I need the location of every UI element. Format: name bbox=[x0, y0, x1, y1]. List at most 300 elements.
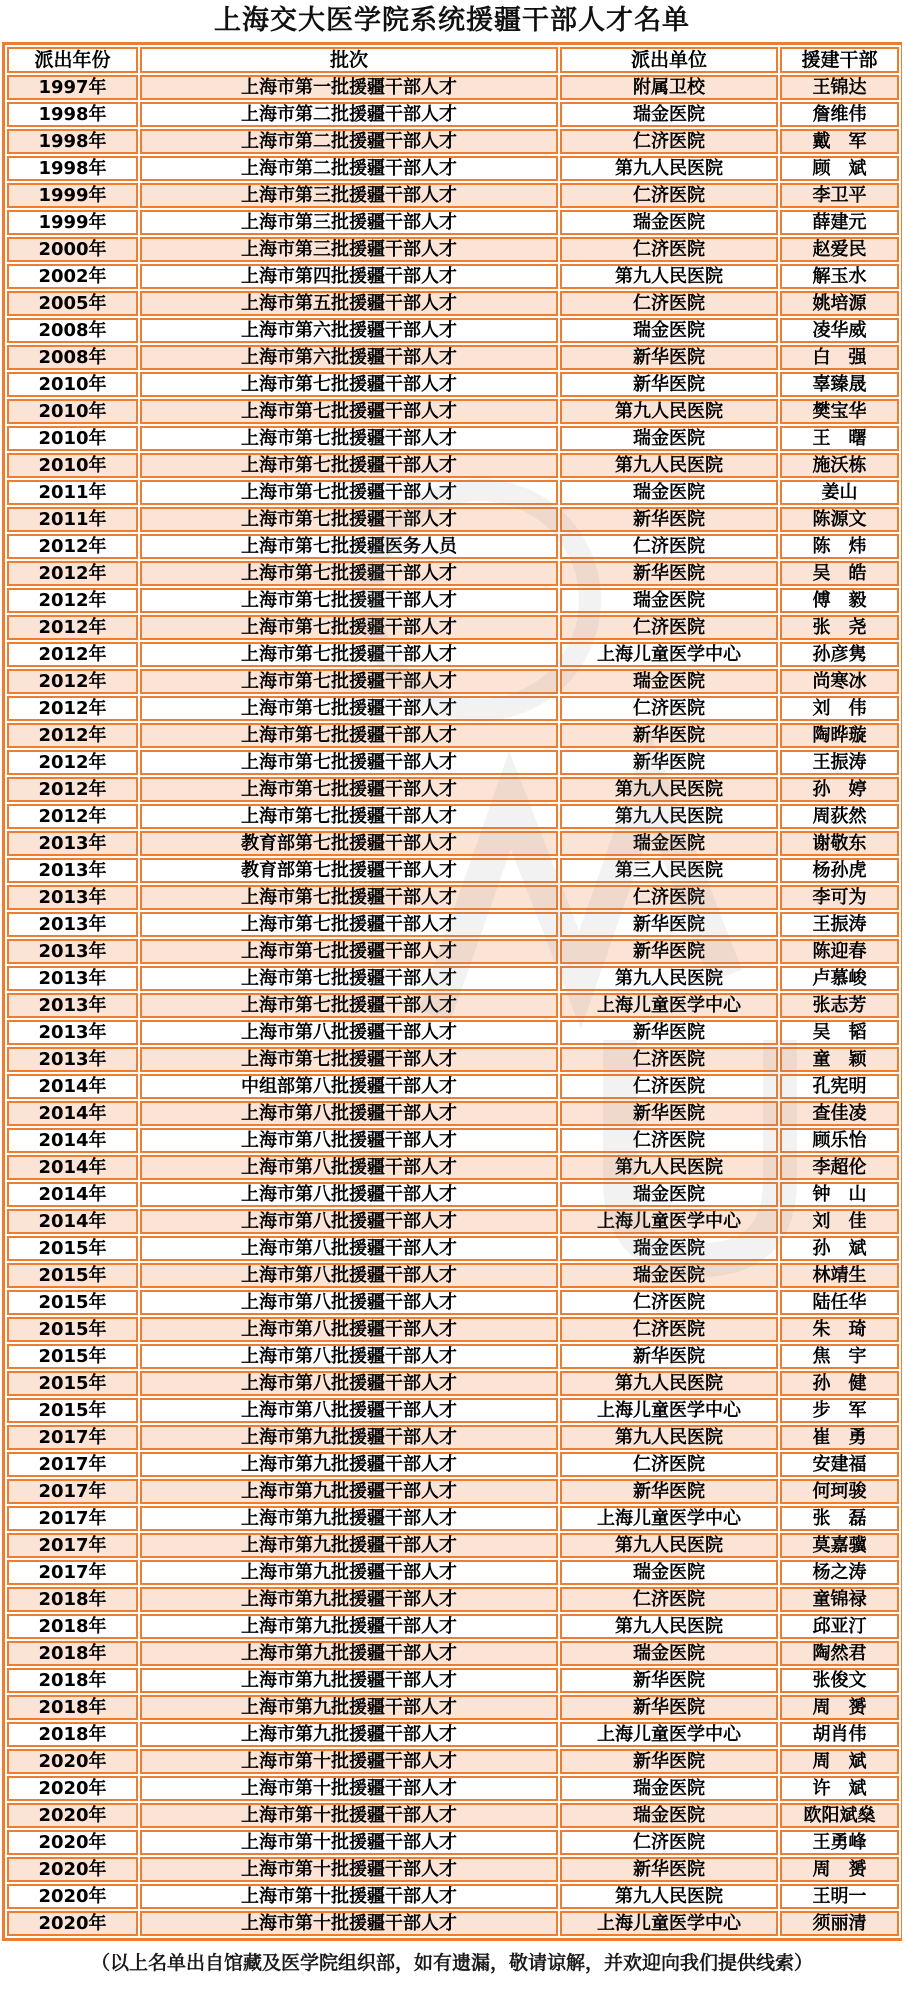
table-row bbox=[7, 831, 899, 856]
cell-cadre: 杨孙虎 bbox=[780, 858, 899, 883]
cell-unit: 仁济医院 bbox=[560, 1290, 778, 1315]
column-header: 批次 bbox=[140, 47, 558, 73]
cell-unit: 上海儿童医学中心 bbox=[560, 1209, 778, 1234]
cell-cadre: 卢慕峻 bbox=[780, 966, 899, 991]
cell-year: 2012年 bbox=[7, 561, 138, 586]
cell-batch: 上海市第一批援疆干部人才 bbox=[140, 75, 558, 100]
cell-batch: 上海市第三批援疆干部人才 bbox=[140, 183, 558, 208]
cell-year: 2005年 bbox=[7, 291, 138, 316]
cell-year: 2013年 bbox=[7, 912, 138, 937]
cell-unit: 新华医院 bbox=[560, 1020, 778, 1045]
cell-cadre: 刘 伟 bbox=[780, 696, 899, 721]
table-row bbox=[7, 1452, 899, 1477]
cell-cadre: 傅 毅 bbox=[780, 588, 899, 613]
cell-unit: 第九人民医院 bbox=[560, 1425, 778, 1450]
cell-batch: 上海市第八批援疆干部人才 bbox=[140, 1398, 558, 1423]
cell-year: 2014年 bbox=[7, 1128, 138, 1153]
cell-cadre: 莫嘉骥 bbox=[780, 1533, 899, 1558]
cell-batch: 上海市第九批援疆干部人才 bbox=[140, 1452, 558, 1477]
cell-cadre: 陶然君 bbox=[780, 1641, 899, 1666]
cell-batch: 上海市第九批援疆干部人才 bbox=[140, 1668, 558, 1693]
cell-unit: 瑞金医院 bbox=[560, 1236, 778, 1261]
cell-year: 1998年 bbox=[7, 102, 138, 127]
cell-batch: 上海市第八批援疆干部人才 bbox=[140, 1263, 558, 1288]
cell-cadre: 林靖生 bbox=[780, 1263, 899, 1288]
cell-unit: 新华医院 bbox=[560, 723, 778, 748]
cell-year: 2002年 bbox=[7, 264, 138, 289]
cell-cadre: 吴 韬 bbox=[780, 1020, 899, 1045]
cell-cadre: 孙 健 bbox=[780, 1371, 899, 1396]
footer-note: （以上名单出自馆藏及医学院组织部，如有遗漏，敬请谅解，并欢迎向我们提供线索） bbox=[90, 1952, 813, 1974]
cell-year: 1999年 bbox=[7, 183, 138, 208]
table-row bbox=[7, 264, 899, 289]
roster-table bbox=[5, 45, 901, 1938]
cell-batch: 上海市第七批援疆干部人才 bbox=[140, 777, 558, 802]
cell-cadre: 詹维伟 bbox=[780, 102, 899, 127]
cell-unit: 新华医院 bbox=[560, 1668, 778, 1693]
table-row bbox=[7, 1236, 899, 1261]
cell-unit: 第九人民医院 bbox=[560, 1884, 778, 1909]
cell-batch: 上海市第八批援疆干部人才 bbox=[140, 1290, 558, 1315]
cell-unit: 新华医院 bbox=[560, 507, 778, 532]
cell-year: 2012年 bbox=[7, 669, 138, 694]
cell-cadre: 张 磊 bbox=[780, 1506, 899, 1531]
table-row bbox=[7, 912, 899, 937]
cell-batch: 上海市第七批援疆干部人才 bbox=[140, 480, 558, 505]
cell-batch: 上海市第二批援疆干部人才 bbox=[140, 156, 558, 181]
cell-batch: 上海市第八批援疆干部人才 bbox=[140, 1317, 558, 1342]
cell-batch: 上海市第十批援疆干部人才 bbox=[140, 1776, 558, 1801]
cell-batch: 上海市第七批援疆干部人才 bbox=[140, 723, 558, 748]
cell-year: 2020年 bbox=[7, 1803, 138, 1828]
cell-batch: 上海市第五批援疆干部人才 bbox=[140, 291, 558, 316]
table-row bbox=[7, 966, 899, 991]
cell-cadre: 钟 山 bbox=[780, 1182, 899, 1207]
table-row bbox=[7, 561, 899, 586]
table-row bbox=[7, 1344, 899, 1369]
cell-cadre: 焦 宇 bbox=[780, 1344, 899, 1369]
table-row bbox=[7, 1425, 899, 1450]
cell-unit: 仁济医院 bbox=[560, 696, 778, 721]
cell-batch: 上海市第四批援疆干部人才 bbox=[140, 264, 558, 289]
cell-unit: 新华医院 bbox=[560, 1479, 778, 1504]
cell-batch: 上海市第七批援疆干部人才 bbox=[140, 399, 558, 424]
table-row bbox=[7, 345, 899, 370]
cell-year: 2010年 bbox=[7, 372, 138, 397]
table-row bbox=[7, 1641, 899, 1666]
table-row bbox=[7, 426, 899, 451]
cell-year: 2013年 bbox=[7, 966, 138, 991]
cell-unit: 第九人民医院 bbox=[560, 399, 778, 424]
cell-cadre: 薛建元 bbox=[780, 210, 899, 235]
cell-batch: 上海市第九批援疆干部人才 bbox=[140, 1641, 558, 1666]
cell-batch: 上海市第十批援疆干部人才 bbox=[140, 1911, 558, 1936]
cell-batch: 上海市第九批援疆干部人才 bbox=[140, 1425, 558, 1450]
cell-unit: 第九人民医院 bbox=[560, 804, 778, 829]
cell-unit: 上海儿童医学中心 bbox=[560, 1398, 778, 1423]
cell-unit: 新华医院 bbox=[560, 912, 778, 937]
cell-batch: 教育部第七批援疆干部人才 bbox=[140, 831, 558, 856]
table-row bbox=[7, 669, 899, 694]
cell-cadre: 童锦禄 bbox=[780, 1587, 899, 1612]
cell-batch: 上海市第七批援疆干部人才 bbox=[140, 507, 558, 532]
cell-unit: 第九人民医院 bbox=[560, 453, 778, 478]
cell-batch: 上海市第七批援疆干部人才 bbox=[140, 669, 558, 694]
cell-year: 2012年 bbox=[7, 642, 138, 667]
cell-cadre: 杨之涛 bbox=[780, 1560, 899, 1585]
cell-cadre: 孔宪明 bbox=[780, 1074, 899, 1099]
cell-year: 2008年 bbox=[7, 318, 138, 343]
table-row bbox=[7, 1587, 899, 1612]
table-row bbox=[7, 1290, 899, 1315]
cell-batch: 上海市第八批援疆干部人才 bbox=[140, 1020, 558, 1045]
cell-year: 2012年 bbox=[7, 615, 138, 640]
cell-cadre: 陈 炜 bbox=[780, 534, 899, 559]
cell-unit: 新华医院 bbox=[560, 1749, 778, 1774]
cell-unit: 第九人民医院 bbox=[560, 1614, 778, 1639]
table-row bbox=[7, 1722, 899, 1747]
cell-unit: 瑞金医院 bbox=[560, 1641, 778, 1666]
cell-year: 2017年 bbox=[7, 1425, 138, 1450]
cell-batch: 中组部第八批援疆干部人才 bbox=[140, 1074, 558, 1099]
cell-batch: 上海市第七批援疆干部人才 bbox=[140, 804, 558, 829]
cell-batch: 上海市第八批援疆干部人才 bbox=[140, 1371, 558, 1396]
cell-cadre: 胡肖伟 bbox=[780, 1722, 899, 1747]
table-body bbox=[7, 75, 899, 1936]
table-row bbox=[7, 696, 899, 721]
table-row bbox=[7, 129, 899, 154]
table-row bbox=[7, 939, 899, 964]
table-row bbox=[7, 1155, 899, 1180]
cell-batch: 上海市第七批援疆干部人才 bbox=[140, 912, 558, 937]
cell-cadre: 王勇峰 bbox=[780, 1830, 899, 1855]
table-row bbox=[7, 210, 899, 235]
column-header: 派出年份 bbox=[7, 47, 138, 73]
cell-year: 2000年 bbox=[7, 237, 138, 262]
cell-batch: 教育部第七批援疆干部人才 bbox=[140, 858, 558, 883]
cell-cadre: 孙 婷 bbox=[780, 777, 899, 802]
table-row bbox=[7, 804, 899, 829]
cell-year: 1999年 bbox=[7, 210, 138, 235]
cell-unit: 附属卫校 bbox=[560, 75, 778, 100]
cell-unit: 瑞金医院 bbox=[560, 480, 778, 505]
cell-cadre: 施沃栋 bbox=[780, 453, 899, 478]
cell-cadre: 步 军 bbox=[780, 1398, 899, 1423]
cell-year: 2018年 bbox=[7, 1641, 138, 1666]
table-row bbox=[7, 453, 899, 478]
table-row bbox=[7, 1506, 899, 1531]
cell-year: 2012年 bbox=[7, 804, 138, 829]
cell-unit: 瑞金医院 bbox=[560, 210, 778, 235]
cell-batch: 上海市第三批援疆干部人才 bbox=[140, 210, 558, 235]
cell-cadre: 孙彦隽 bbox=[780, 642, 899, 667]
cell-year: 2013年 bbox=[7, 858, 138, 883]
cell-unit: 仁济医院 bbox=[560, 183, 778, 208]
cell-unit: 新华医院 bbox=[560, 1857, 778, 1882]
cell-cadre: 周 赟 bbox=[780, 1857, 899, 1882]
table-row bbox=[7, 750, 899, 775]
cell-year: 2017年 bbox=[7, 1506, 138, 1531]
cell-unit: 瑞金医院 bbox=[560, 318, 778, 343]
cell-cadre: 陈源文 bbox=[780, 507, 899, 532]
cell-cadre: 樊宝华 bbox=[780, 399, 899, 424]
cell-unit: 第三人民医院 bbox=[560, 858, 778, 883]
cell-year: 2020年 bbox=[7, 1884, 138, 1909]
table-row bbox=[7, 1101, 899, 1126]
cell-cadre: 吴 皓 bbox=[780, 561, 899, 586]
cell-batch: 上海市第七批援疆干部人才 bbox=[140, 966, 558, 991]
cell-year: 2020年 bbox=[7, 1911, 138, 1936]
table-row bbox=[7, 723, 899, 748]
cell-unit: 新华医院 bbox=[560, 1101, 778, 1126]
cell-unit: 仁济医院 bbox=[560, 1074, 778, 1099]
cell-cadre: 李卫平 bbox=[780, 183, 899, 208]
table-row bbox=[7, 642, 899, 667]
table-row bbox=[7, 534, 899, 559]
cell-unit: 上海儿童医学中心 bbox=[560, 1722, 778, 1747]
cell-batch: 上海市第七批援疆干部人才 bbox=[140, 453, 558, 478]
cell-cadre: 查佳凌 bbox=[780, 1101, 899, 1126]
cell-batch: 上海市第九批援疆干部人才 bbox=[140, 1533, 558, 1558]
roster-table-frame bbox=[2, 42, 902, 1941]
cell-year: 2013年 bbox=[7, 993, 138, 1018]
cell-batch: 上海市第二批援疆干部人才 bbox=[140, 102, 558, 127]
cell-year: 2012年 bbox=[7, 534, 138, 559]
cell-unit: 新华医院 bbox=[560, 1695, 778, 1720]
cell-cadre: 崔 勇 bbox=[780, 1425, 899, 1450]
cell-unit: 瑞金医院 bbox=[560, 1263, 778, 1288]
table-row bbox=[7, 1317, 899, 1342]
table-row bbox=[7, 858, 899, 883]
table-row bbox=[7, 1182, 899, 1207]
cell-batch: 上海市第九批援疆干部人才 bbox=[140, 1560, 558, 1585]
cell-unit: 第九人民医院 bbox=[560, 156, 778, 181]
cell-year: 2018年 bbox=[7, 1695, 138, 1720]
table-row bbox=[7, 1128, 899, 1153]
cell-cadre: 王振涛 bbox=[780, 750, 899, 775]
cell-year: 2010年 bbox=[7, 399, 138, 424]
cell-year: 2017年 bbox=[7, 1533, 138, 1558]
cell-cadre: 赵爱民 bbox=[780, 237, 899, 262]
cell-batch: 上海市第七批援疆干部人才 bbox=[140, 642, 558, 667]
table-row bbox=[7, 1479, 899, 1504]
cell-batch: 上海市第十批援疆干部人才 bbox=[140, 1857, 558, 1882]
cell-batch: 上海市第九批援疆干部人才 bbox=[140, 1479, 558, 1504]
table-row bbox=[7, 507, 899, 532]
table-row bbox=[7, 1695, 899, 1720]
cell-unit: 仁济医院 bbox=[560, 885, 778, 910]
cell-year: 2020年 bbox=[7, 1749, 138, 1774]
cell-cadre: 张俊文 bbox=[780, 1668, 899, 1693]
table-row bbox=[7, 1884, 899, 1909]
cell-year: 2018年 bbox=[7, 1668, 138, 1693]
cell-batch: 上海市第八批援疆干部人才 bbox=[140, 1101, 558, 1126]
table-row bbox=[7, 588, 899, 613]
table-row bbox=[7, 75, 899, 100]
cell-unit: 上海儿童医学中心 bbox=[560, 993, 778, 1018]
cell-year: 2015年 bbox=[7, 1344, 138, 1369]
cell-year: 2014年 bbox=[7, 1101, 138, 1126]
header-row bbox=[7, 47, 899, 73]
cell-unit: 瑞金医院 bbox=[560, 831, 778, 856]
table-row bbox=[7, 1398, 899, 1423]
cell-unit: 仁济医院 bbox=[560, 1317, 778, 1342]
cell-year: 2018年 bbox=[7, 1722, 138, 1747]
cell-batch: 上海市第十批援疆干部人才 bbox=[140, 1830, 558, 1855]
cell-batch: 上海市第六批援疆干部人才 bbox=[140, 345, 558, 370]
cell-unit: 第九人民医院 bbox=[560, 1155, 778, 1180]
cell-cadre: 尚寒冰 bbox=[780, 669, 899, 694]
table-row bbox=[7, 1560, 899, 1585]
cell-unit: 仁济医院 bbox=[560, 1047, 778, 1072]
cell-unit: 第九人民医院 bbox=[560, 966, 778, 991]
cell-cadre: 邱亚汀 bbox=[780, 1614, 899, 1639]
cell-cadre: 顾 斌 bbox=[780, 156, 899, 181]
cell-batch: 上海市第七批援疆干部人才 bbox=[140, 696, 558, 721]
cell-batch: 上海市第七批援疆干部人才 bbox=[140, 372, 558, 397]
cell-unit: 瑞金医院 bbox=[560, 1776, 778, 1801]
cell-batch: 上海市第八批援疆干部人才 bbox=[140, 1236, 558, 1261]
cell-unit: 新华医院 bbox=[560, 1344, 778, 1369]
cell-unit: 新华医院 bbox=[560, 372, 778, 397]
cell-unit: 瑞金医院 bbox=[560, 426, 778, 451]
cell-cadre: 许 斌 bbox=[780, 1776, 899, 1801]
cell-unit: 上海儿童医学中心 bbox=[560, 1911, 778, 1936]
cell-year: 2012年 bbox=[7, 588, 138, 613]
table-row bbox=[7, 1614, 899, 1639]
cell-cadre: 须丽清 bbox=[780, 1911, 899, 1936]
cell-unit: 第九人民医院 bbox=[560, 777, 778, 802]
cell-cadre: 解玉水 bbox=[780, 264, 899, 289]
table-row bbox=[7, 1371, 899, 1396]
cell-cadre: 李可为 bbox=[780, 885, 899, 910]
cell-year: 2011年 bbox=[7, 480, 138, 505]
cell-year: 2014年 bbox=[7, 1182, 138, 1207]
cell-batch: 上海市第八批援疆干部人才 bbox=[140, 1182, 558, 1207]
cell-batch: 上海市第七批援疆干部人才 bbox=[140, 615, 558, 640]
table-row bbox=[7, 102, 899, 127]
cell-year: 2015年 bbox=[7, 1290, 138, 1315]
table-row bbox=[7, 183, 899, 208]
cell-year: 1997年 bbox=[7, 75, 138, 100]
cell-batch: 上海市第七批援疆干部人才 bbox=[140, 939, 558, 964]
cell-year: 2015年 bbox=[7, 1317, 138, 1342]
cell-batch: 上海市第七批援疆干部人才 bbox=[140, 1047, 558, 1072]
table-row bbox=[7, 1857, 899, 1882]
cell-cadre: 周 斌 bbox=[780, 1749, 899, 1774]
cell-unit: 新华医院 bbox=[560, 345, 778, 370]
table-row bbox=[7, 318, 899, 343]
cell-unit: 第九人民医院 bbox=[560, 1533, 778, 1558]
cell-year: 2020年 bbox=[7, 1830, 138, 1855]
cell-cadre: 顾乐怡 bbox=[780, 1128, 899, 1153]
cell-batch: 上海市第七批援疆医务人员 bbox=[140, 534, 558, 559]
cell-batch: 上海市第六批援疆干部人才 bbox=[140, 318, 558, 343]
cell-cadre: 李超伦 bbox=[780, 1155, 899, 1180]
table-row bbox=[7, 777, 899, 802]
cell-unit: 瑞金医院 bbox=[560, 669, 778, 694]
cell-year: 2010年 bbox=[7, 453, 138, 478]
table-row bbox=[7, 480, 899, 505]
cell-cadre: 姚培源 bbox=[780, 291, 899, 316]
cell-year: 1998年 bbox=[7, 129, 138, 154]
cell-batch: 上海市第七批援疆干部人才 bbox=[140, 993, 558, 1018]
cell-unit: 仁济医院 bbox=[560, 1587, 778, 1612]
cell-unit: 新华医院 bbox=[560, 561, 778, 586]
table-row bbox=[7, 1020, 899, 1045]
table-row bbox=[7, 1209, 899, 1234]
cell-batch: 上海市第九批援疆干部人才 bbox=[140, 1614, 558, 1639]
cell-cadre: 周 赟 bbox=[780, 1695, 899, 1720]
cell-cadre: 陈迎春 bbox=[780, 939, 899, 964]
table-row bbox=[7, 1668, 899, 1693]
page-title: 上海交大医学院系统援疆干部人才名单 bbox=[214, 5, 690, 36]
cell-cadre: 何珂骏 bbox=[780, 1479, 899, 1504]
cell-cadre: 陶晔璇 bbox=[780, 723, 899, 748]
cell-unit: 瑞金医院 bbox=[560, 1182, 778, 1207]
cell-cadre: 童 颖 bbox=[780, 1047, 899, 1072]
table-row bbox=[7, 237, 899, 262]
cell-year: 2018年 bbox=[7, 1614, 138, 1639]
cell-year: 2015年 bbox=[7, 1263, 138, 1288]
table-row bbox=[7, 399, 899, 424]
column-header: 派出单位 bbox=[560, 47, 778, 73]
cell-year: 2018年 bbox=[7, 1587, 138, 1612]
cell-unit: 仁济医院 bbox=[560, 129, 778, 154]
cell-year: 2017年 bbox=[7, 1452, 138, 1477]
cell-cadre: 张志芳 bbox=[780, 993, 899, 1018]
cell-cadre: 王锦达 bbox=[780, 75, 899, 100]
cell-unit: 第九人民医院 bbox=[560, 264, 778, 289]
table-row bbox=[7, 1803, 899, 1828]
cell-year: 2012年 bbox=[7, 777, 138, 802]
cell-year: 2013年 bbox=[7, 885, 138, 910]
table-row bbox=[7, 615, 899, 640]
cell-year: 2020年 bbox=[7, 1776, 138, 1801]
cell-unit: 新华医院 bbox=[560, 939, 778, 964]
cell-year: 2010年 bbox=[7, 426, 138, 451]
cell-cadre: 周荻然 bbox=[780, 804, 899, 829]
cell-cadre: 姜山 bbox=[780, 480, 899, 505]
table-row bbox=[7, 372, 899, 397]
table-row bbox=[7, 1911, 899, 1936]
table-row bbox=[7, 1749, 899, 1774]
cell-batch: 上海市第七批援疆干部人才 bbox=[140, 561, 558, 586]
cell-cadre: 凌华威 bbox=[780, 318, 899, 343]
cell-batch: 上海市第九批援疆干部人才 bbox=[140, 1587, 558, 1612]
cell-unit: 仁济医院 bbox=[560, 1452, 778, 1477]
cell-year: 2014年 bbox=[7, 1209, 138, 1234]
cell-unit: 上海儿童医学中心 bbox=[560, 642, 778, 667]
cell-year: 2013年 bbox=[7, 939, 138, 964]
cell-cadre: 戴 军 bbox=[780, 129, 899, 154]
cell-unit: 瑞金医院 bbox=[560, 1560, 778, 1585]
cell-unit: 瑞金医院 bbox=[560, 588, 778, 613]
cell-batch: 上海市第七批援疆干部人才 bbox=[140, 885, 558, 910]
cell-cadre: 欧阳斌燊 bbox=[780, 1803, 899, 1828]
cell-unit: 仁济医院 bbox=[560, 1128, 778, 1153]
cell-year: 2014年 bbox=[7, 1155, 138, 1180]
cell-year: 2012年 bbox=[7, 696, 138, 721]
cell-cadre: 陆任华 bbox=[780, 1290, 899, 1315]
cell-cadre: 王振涛 bbox=[780, 912, 899, 937]
cell-cadre: 刘 佳 bbox=[780, 1209, 899, 1234]
cell-year: 2013年 bbox=[7, 831, 138, 856]
cell-year: 2015年 bbox=[7, 1371, 138, 1396]
table-row bbox=[7, 1263, 899, 1288]
cell-cadre: 孙 斌 bbox=[780, 1236, 899, 1261]
cell-unit: 仁济医院 bbox=[560, 615, 778, 640]
